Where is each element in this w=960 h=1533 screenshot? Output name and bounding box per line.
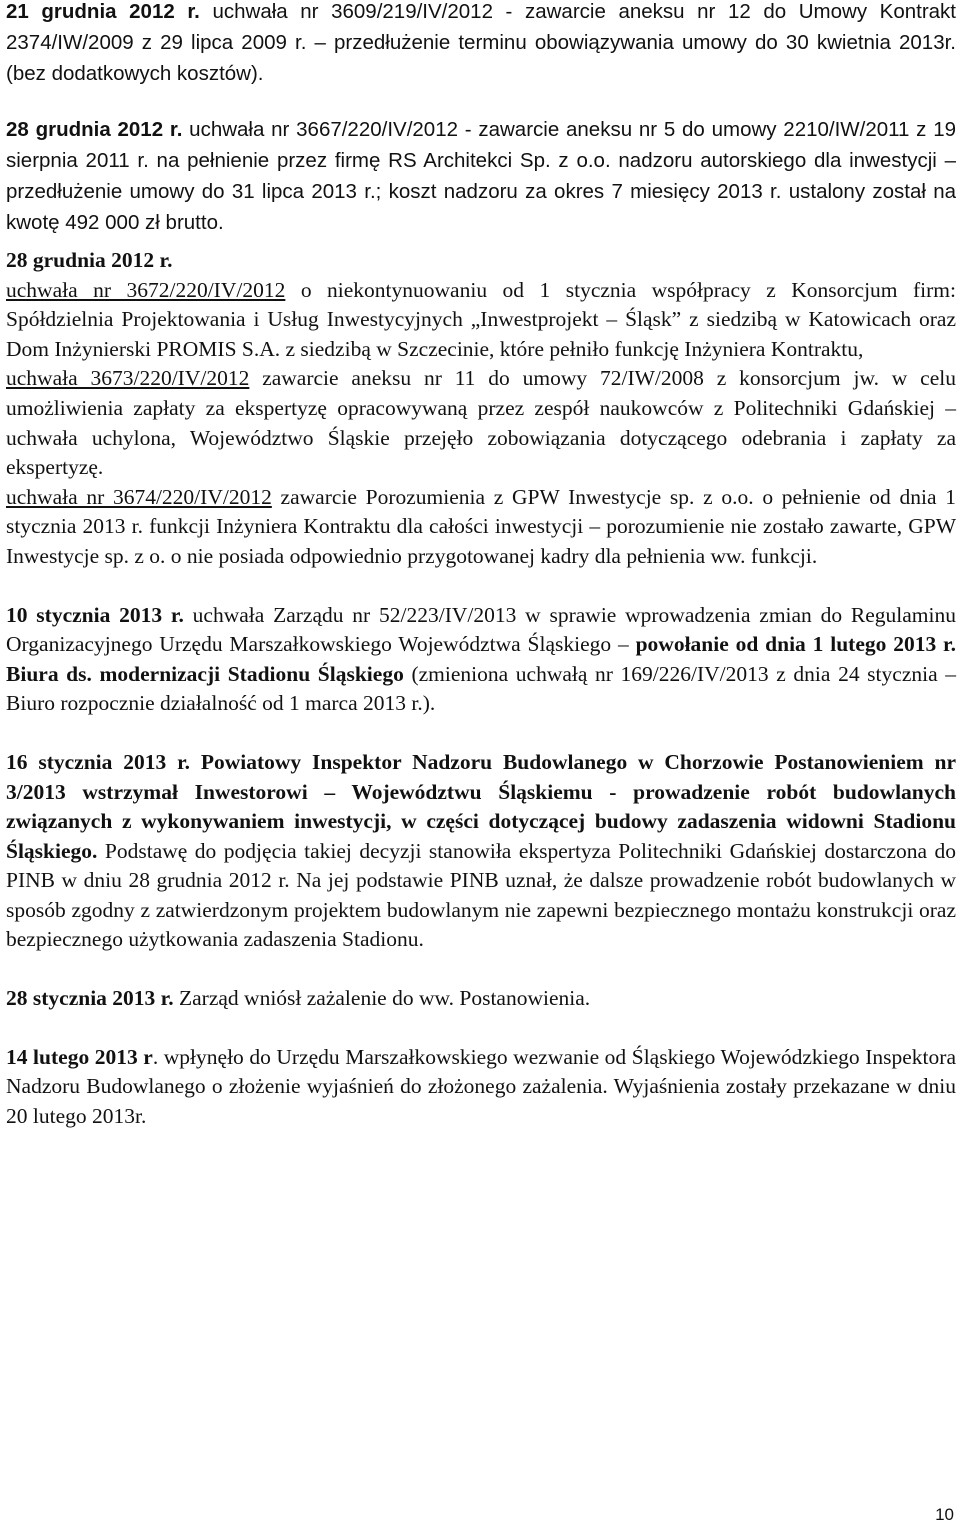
entry-date: 16 stycznia 2013 r. <box>6 749 191 774</box>
entry-uchwala-3673 <box>6 364 956 482</box>
entry-date: 10 stycznia 2013 r. <box>6 602 184 627</box>
entry-2012-12-28-a <box>6 114 956 238</box>
entry-text: uchwała Zarządu nr 52/223/IV/2013 w sprawie wprowadzenia zmian do Regulaminu Organizacyjnego Urzędu Marszałkowskiego Województwa Śląskiego – <box>6 602 956 657</box>
entry-2012-12-21 <box>6 0 956 89</box>
entry-date: 28 grudnia 2012 r. <box>6 118 183 141</box>
resolution-link[interactable]: uchwała nr 3674/220/IV/2012 <box>6 484 272 509</box>
entry-2013-01-28 <box>6 984 956 1014</box>
entry-uchwala-3674 <box>6 483 956 572</box>
page-number: 10 <box>935 1505 954 1524</box>
entry-text: zawarcie aneksu nr 11 do umowy 72/IW/2008 z konsorcjum jw. w celu umożliwienia zapłaty za ekspertyzę opracowywaną przez zespół naukowców z Politechniki Gdańskiej – uchwała uchylona, Województwo Śląskie przejęło zobowiązania dotyczącego odebrania i zapłaty za ekspertyzę. <box>6 366 956 480</box>
entry-date: 21 grudnia 2012 r. <box>6 0 200 23</box>
entry-2012-12-28-b-date <box>6 246 956 276</box>
entry-2013-01-10 <box>6 601 956 719</box>
entry-uchwala-3672 <box>6 276 956 365</box>
entry-date: 14 lutego 2013 r <box>6 1044 153 1069</box>
entry-text: uchwała nr 3609/219/IV/2012 - zawarcie aneksu nr 12 do Umowy Kontrakt 2374/IW/2009 z 29 lipca 2009 r. – przedłużenie terminu obowiązywania umowy do 30 kwietnia 2013r. (bez dodatkowych kosztów). <box>6 0 957 85</box>
entry-text: zawarcie Porozumienia z GPW Inwestycje sp. z o.o. o pełnienie od dnia 1 stycznia 2013 r. funkcji Inżyniera Kontraktu dla całości inwestycji – porozumienie nie zostało zawarte, GPW Inwestycje sp. z o. o nie posiada odpowiednio przygotowanej kadry dla pełnienia ww. funkcji. <box>6 484 956 568</box>
entry-text: . wpłynęło do Urzędu Marszałkowskiego wezwanie od Śląskiego Wojewódzkiego Inspektora Nadzoru Budowlanego o złożenie wyjaśnień do złożonego zażalenia. Wyjaśnienia zostały przekazane w dniu 20 lutego 2013r. <box>6 1044 956 1128</box>
entry-2013-02-14 <box>6 1043 956 1132</box>
entry-text: o niekontynuowaniu od 1 stycznia współpracy z Konsorcjum firm: Spółdzielnia Projektowania i Usług Inwestycyjnych „Inwestprojekt – Śląsk” z siedzibą w Katowicach oraz Dom Inżynierski PROMIS S.A. z siedzibą w Szczecinie, które pełniło funkcję Inżyniera Kontraktu, <box>6 277 956 361</box>
resolution-link[interactable]: uchwała 3673/220/IV/2012 <box>6 366 250 391</box>
entry-bold-text: Powiatowy Inspektor Nadzoru Budowlanego w Chorzowie Postanowieniem nr 3/2013 wstrzymał Inwestorowi – Województwu Śląskiemu - prowadzenie robót budowlanych związanych z wykonywaniem inwestycji, w części dotyczącej budowy zadaszenia widowni Stadionu Śląskiego. <box>6 749 956 863</box>
entry-text: uchwała nr 3667/220/IV/2012 - zawarcie aneksu nr 5 do umowy 2210/IW/2011 z 19 sierpnia 2011 r. na pełnienie przez firmę RS Architekci Sp. z o.o. nadzoru autorskiego dla inwestycji – przedłużenie umowy do 31 lipca 2013 r.; koszt nadzoru za okres 7 miesięcy 2013 r. ustalony został na kwotę 492 000 zł brutto. <box>6 118 956 234</box>
entry-bold-text: powołanie od dnia 1 lutego 2013 r. Biura ds. modernizacji Stadionu Śląskiego <box>6 632 956 686</box>
resolution-link[interactable]: uchwała nr 3672/220/IV/2012 <box>6 277 286 302</box>
entry-date: 28 grudnia 2012 r. <box>6 248 173 272</box>
entry-text: Zarząd wniósł zażalenie do ww. Postanowienia. <box>173 986 591 1011</box>
entry-text: Podstawę do podjęcia takiej decyzji stanowiła ekspertyza Politechniki Gdańskiej dostarczona do PINB w dniu 28 grudnia 2012 r. Na jej podstawie PINB uznał, że dalsze prowadzenie robót budowlanych w sposób zgodny z zatwierdzonym projektem budowlanym nie zapewni bezpiecznego montażu konstrukcji oraz bezpiecznego użytkowania zadaszenia Stadionu. <box>6 838 956 952</box>
entry-text: (zmieniona uchwałą nr 169/226/IV/2013 z dnia 24 stycznia – Biuro rozpocznie działalność od 1 marca 2013 r.). <box>6 661 956 716</box>
entry-date: 28 stycznia 2013 r. <box>6 986 174 1011</box>
document-page <box>6 0 956 1131</box>
entry-2013-01-16 <box>6 748 956 955</box>
